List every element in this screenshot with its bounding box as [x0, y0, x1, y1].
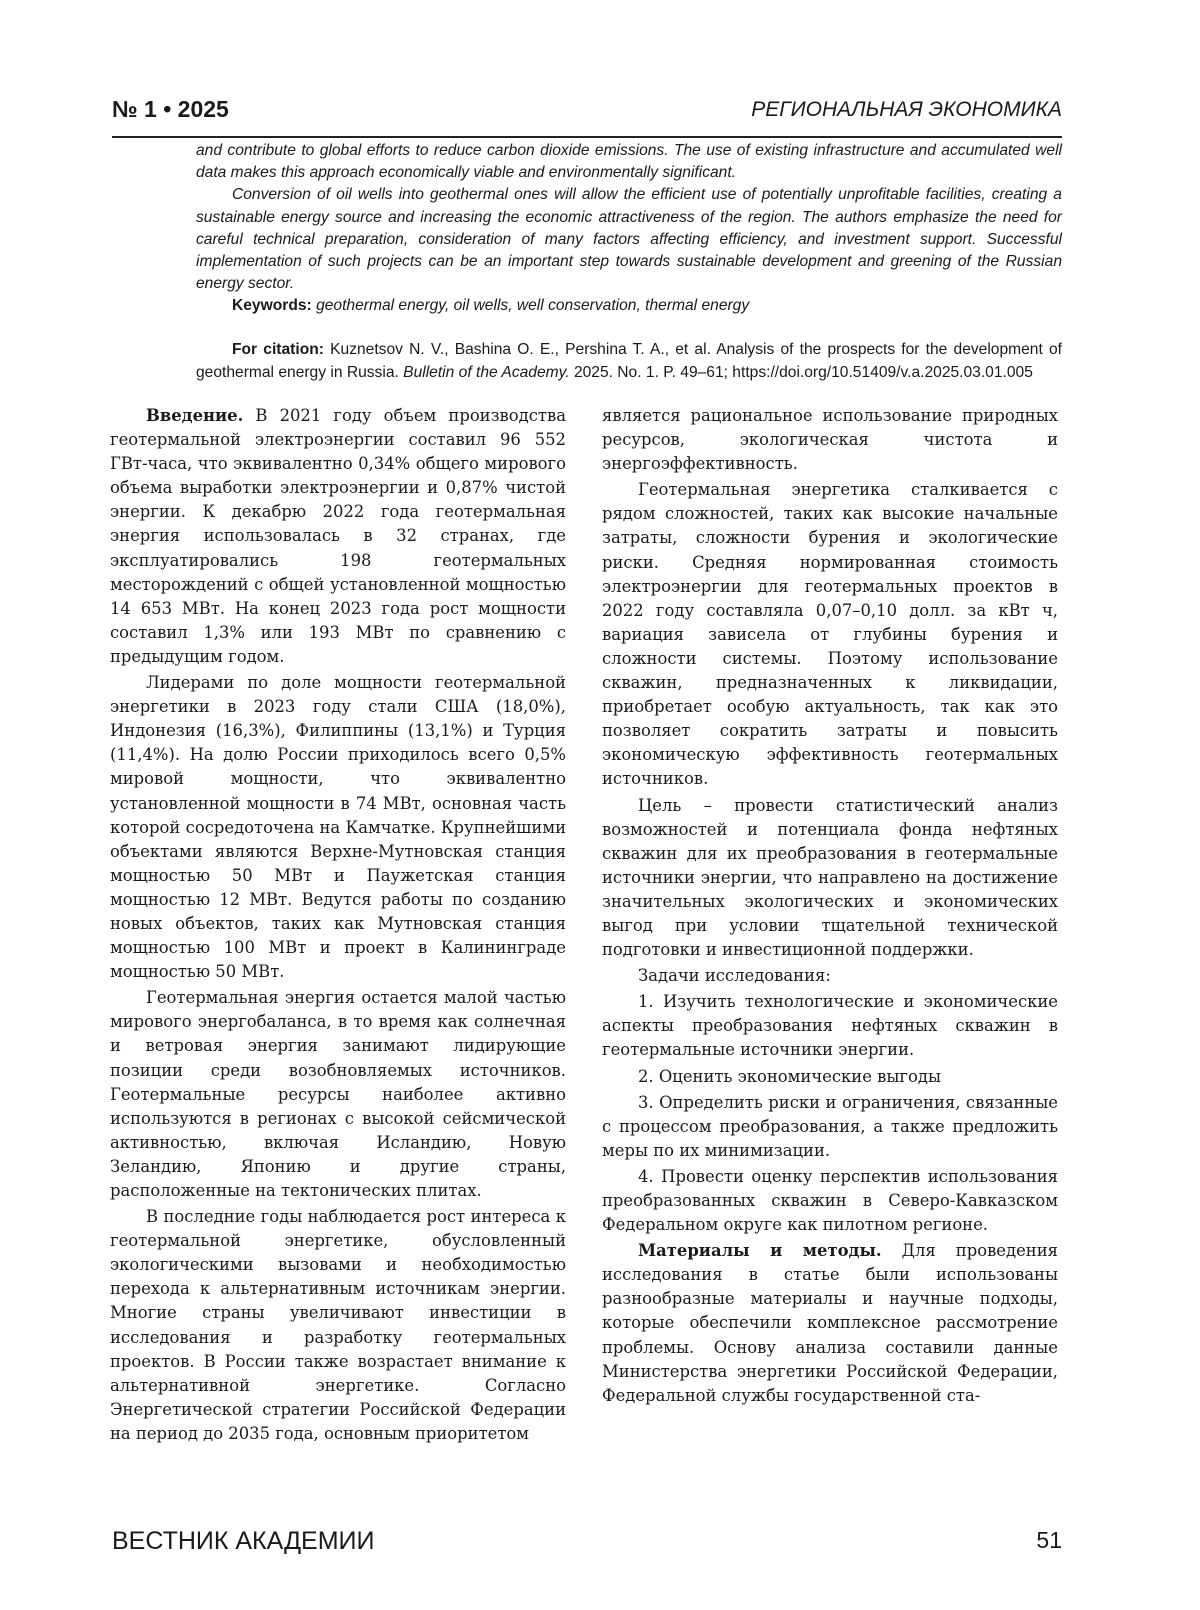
left-column	[110, 404, 566, 1448]
body-paragraph	[602, 1239, 1058, 1408]
citation-authors: Kuznetsov N. V., Bashina O. E., Pershina T. A., et al. Analysis of the prospects for the development of geothermal energy in Russia.	[196, 340, 1062, 381]
tasks-title: Задачи исследования:	[638, 966, 831, 986]
keywords-label: Keywords:	[232, 297, 312, 315]
journal-title: ВЕСТНИК АКАДЕМИИ	[112, 1527, 375, 1555]
abstract	[196, 140, 1062, 384]
body-paragraph	[110, 404, 566, 669]
paragraph-text: В 2021 году объем производства геотермальной электроэнергии составил 96 552 ГВт-часа, что эквивалентно 0,34% общего мирового объема выработки электроэнергии и 0,87% чистой энергии. К декабрю 2022 года геотермальная энергия использовалась в 32 странах, где эксплуатировались 198 геотермальных месторождений с общей установленной мощностью 14 653 МВт. На конец 2023 года рост мощности составил 1,3% или 193 МВт по сравнению с предыдущим годом.	[110, 406, 566, 666]
body-paragraph: Лидерами по доле мощности геотермальной энергетики в 2023 году стали США (18,0%), Индонезия (16,3%), Филиппины (13,1%) и Турция (11,4%). На долю России приходилось всего 0,5% мировой мощности, что эквивалентно установленной мощности в 74 МВт, основная часть которой сосредоточена на Камчатке. Крупнейшими объектами являются Верхне-Мутновская станция мощностью 50 МВт и Паужетская станция мощностью 12 МВт. Ведутся работы по созданию новых объектов, таких как Мутновская станция мощностью 100 МВт и проект в Калининграде мощностью 50 МВт.	[110, 673, 566, 982]
citation	[196, 338, 1062, 384]
task-item: 4. Провести оценку перспектив использования преобразованных скважин в Северо-Кавказском Федеральном округе как пилотном регионе.	[602, 1166, 1058, 1235]
issue-number: № 1 • 2025	[112, 96, 229, 122]
abstract-paragraph: and contribute to global efforts to reduce carbon dioxide emissions. The use of existing infrastructure and accumulated well data makes this approach economically viable and environmentally significant.	[196, 142, 1062, 182]
citation-label: For citation:	[232, 340, 324, 358]
section-title: РЕГИОНАЛЬНАЯ ЭКОНОМИКА	[751, 98, 1062, 121]
body-paragraph: Геотермальная энергия остается малой частью мирового энергобаланса, в то время как солнечная и ветровая энергия занимают лидирующие позиции среди возобновляемых источников. Геотермальные ресурсы наиболее активно используются в регионах с высокой сейсмической активностью, включая Исландию, Новую Зеландию, Японию и другие страны, расположенные на тектонических плитах.	[110, 988, 566, 1200]
right-column	[602, 404, 1058, 1410]
page-number: 51	[1036, 1527, 1062, 1553]
body-columns	[110, 404, 1062, 1444]
citation-details: 2025. No. 1. P. 49–61; https://doi.org/10.51409/v.a.2025.03.01.005	[573, 363, 1033, 381]
keywords	[196, 295, 1062, 317]
intro-heading: Введение.	[146, 406, 244, 425]
task-item: 3. Определить риски и ограничения, связанные с процессом преобразования, а также предложить меры по их минимизации.	[602, 1092, 1058, 1160]
task-item: 1. Изучить технологические и экономические аспекты преобразования нефтяных скважин в геотермальные источники энергии.	[602, 992, 1058, 1060]
citation-journal: Bulletin of the Academy.	[403, 363, 570, 381]
keywords-text: geothermal energy, oil wells, well conservation, thermal energy	[316, 297, 750, 315]
body-paragraph: Цель – провести статистический анализ возможностей и потенциала фонда нефтяных скважин для их преобразования в геотермальные источники энергии, что направлено на достижение значительных экологических и экономических выгод при условии тщательной технической подготовки и инвестиционной поддержки.	[602, 795, 1058, 960]
paragraph-text: Для проведения исследования в статье были использованы разнообразные материалы и научные подходы, которые обеспечили комплексное рассмотрение проблемы. Основу анализа составили данные Министерства энергетики Российской Федерации, Федеральной службы государственной ста-	[602, 1241, 1058, 1405]
abstract-paragraph: Conversion of oil wells into geothermal ones will allow the efficient use of potentially unprofitable facilities, creating a sustainable energy source and increasing the economic attractiveness of the region. The authors emphasize the need for careful technical preparation, consideration of many factors affecting efficiency, and investment support. Successful implementation of such projects can be an important step towards sustainable development and greening of the Russian energy sector.	[196, 186, 1062, 293]
methods-heading: Материалы и методы.	[638, 1241, 882, 1261]
page-header	[112, 96, 1062, 138]
task-item: 2. Оценить экономические выгоды	[638, 1066, 941, 1086]
body-paragraph: Геотермальная энергетика сталкивается с рядом сложностей, таких как высокие начальные затраты, сложности бурения и экологические риски. Средняя нормированная стоимость электроэнергии для геотермальных проектов в 2022 году составляла 0,07–0,10 долл. за кВт ч, вариация зависела от глубины бурения и сложности системы. Поэтому использование скважин, предназначенных к ликвидации, приобретает особую актуальность, так как это позволяет сократить затраты и повысить экономическую эффективность геотермальных источников.	[602, 480, 1058, 789]
page-footer	[112, 1527, 1062, 1567]
body-paragraph: является рациональное использование природных ресурсов, экологическая чистота и энергоэффективность.	[602, 406, 1058, 474]
body-paragraph: В последние годы наблюдается рост интереса к геотермальной энергетике, обусловленный экологическими вызовами и необходимостью перехода к альтернативным источникам энергии. Многие страны увеличивают инвестиции в исследования и разработку геотермальных проектов. В России также возрастает внимание к альтернативной энергетике. Согласно Энергетической стратегии Российской Федерации на период до 2035 года, основным приоритетом	[110, 1207, 566, 1443]
